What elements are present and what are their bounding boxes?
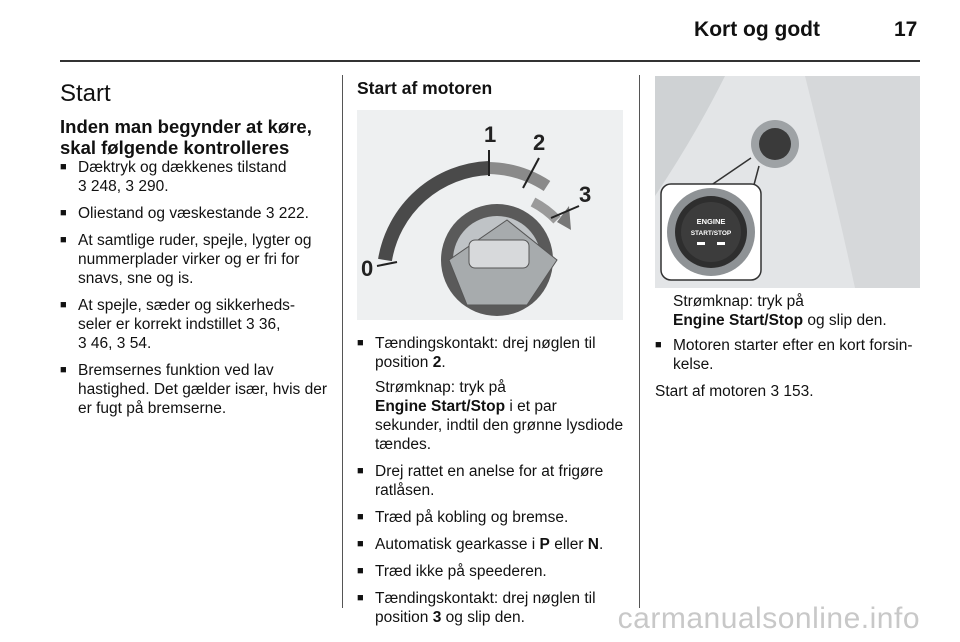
column-3 (655, 76, 923, 401)
start-notes (655, 336, 923, 374)
list-item: ■ Bremsernes funktion ved lav hastighed. Det gælder især, hvis der er fugt på bremserne. (60, 361, 328, 418)
cross-reference: Start af motoren 3 153. (655, 383, 814, 400)
button-label-start-stop: START/STOP (690, 230, 732, 237)
button-instruction: Strømknap: tryk på Engine Start/Stop og slip den. (673, 293, 887, 329)
watermark: carmanualsonline.info (617, 602, 920, 635)
alt-instruction: Strømknap: tryk på Engine Start/Stop i et par sekunder, indtil den grønne lysdiode tændes. (375, 379, 624, 453)
start-stop-button-figure (655, 76, 920, 288)
list-item: ■ At spejle, sæder og sikkerheds-seler er korrekt indstillet 3 36, 3 46, 3 54. (60, 296, 328, 353)
list-item: ■ Automatisk gearkasse i P eller N. (357, 535, 627, 554)
ignition-key-figure (357, 110, 623, 320)
list-item: ■ Tændingskontakt: drej nøglen til position 3 og slip den. (357, 589, 627, 627)
column-divider-2 (639, 75, 640, 608)
list-item: ■ Oliestand og væskestande 3 222. (60, 204, 328, 223)
list-item: ■ Drej rattet en anelse for at frigøre ratlåsen. (357, 462, 627, 500)
position-label-2: 2 (533, 130, 546, 155)
subheading: Inden man begynder at køre, skal følgende kontrolleres (60, 116, 312, 158)
list-item: ■ At samtlige ruder, spejle, lygter og nummerplader virker og er fri for snavs, sne og is. (60, 231, 328, 288)
list-item: ■ Dæktryk og dækkenes tilstand 3 248, 3 290. (60, 158, 328, 196)
section-title: Start (60, 80, 111, 107)
list-item: ■ Motoren starter efter en kort forsin-kelse. (655, 336, 923, 374)
checklist (60, 158, 328, 418)
list-item: ■ Tændingskontakt: drej nøglen til position 2. Strømknap: tryk på Engine Start/Stop i et par sekunder, indtil den grønne lysdiode tændes. (357, 334, 627, 454)
page-refs: 3 248, 3 290. (78, 178, 169, 195)
position-label-1: 1 (484, 122, 497, 147)
section-heading: Start af motoren (357, 78, 493, 98)
column-2 (357, 60, 627, 635)
position-label-0: 0 (361, 256, 374, 281)
position-label-3: 3 (579, 182, 592, 207)
column-1 (60, 64, 328, 426)
page-number: 17 (894, 18, 918, 41)
list-item: ■ Træd ikke på speederen. (357, 562, 627, 581)
header-title: Kort og godt (694, 18, 820, 41)
page-refs: 3 46, 3 54. (78, 335, 152, 352)
column-divider-1 (342, 75, 343, 608)
start-steps (357, 334, 627, 627)
list-item: ■ Træd på kobling og bremse. (357, 508, 627, 527)
button-label-engine: ENGINE (696, 217, 726, 226)
